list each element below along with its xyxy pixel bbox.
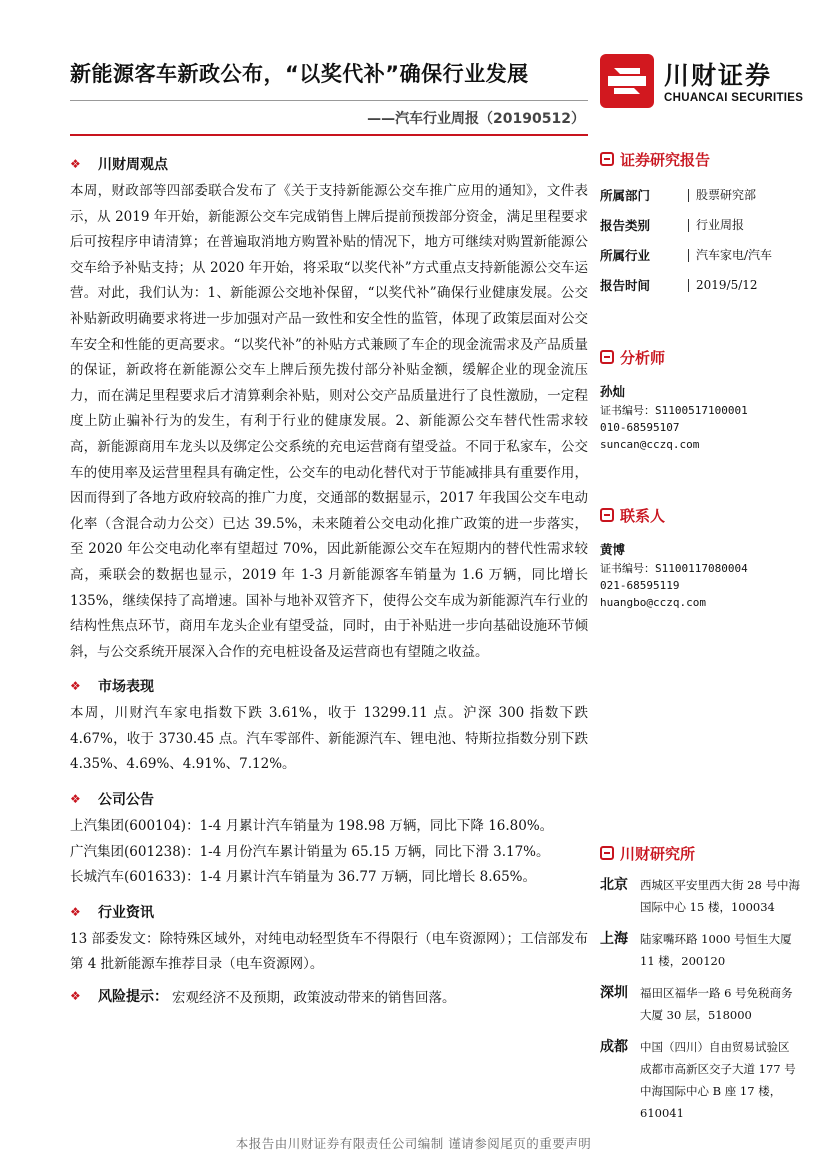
- risk-warning: [70, 986, 588, 1006]
- contact-icon: [600, 508, 614, 522]
- office-chengdu: [600, 1036, 800, 1124]
- diamond-bullet-icon: ❖: [70, 989, 81, 1004]
- risk-label: 风险提示：: [98, 989, 168, 1006]
- section-header-announcements: [70, 786, 588, 812]
- section-header-viewpoint: [70, 151, 588, 177]
- office-city: 北京: [600, 877, 628, 893]
- analyst-info: [600, 382, 800, 453]
- risk-text: 宏观经济不及预期，政策波动带来的销售回落。: [172, 990, 456, 1007]
- diamond-bullet-icon: ❖: [70, 679, 81, 694]
- company-logo: [600, 52, 804, 112]
- meta-value: 股票研究部: [688, 189, 756, 202]
- diamond-bullet-icon: ❖: [70, 792, 81, 807]
- contact-title: 联系人: [620, 506, 666, 525]
- contact-info: [600, 540, 800, 611]
- report-subtitle: ——汽车行业周报（20190512）: [367, 111, 585, 127]
- announcement-item: 长城汽车(601633)：1-4 月累计汽车销量为 36.77 万辆，同比增长 8.65%。: [70, 869, 537, 886]
- report-info-header: [600, 148, 800, 170]
- analyst-panel: [600, 346, 800, 453]
- office-address: 福田区福华一路 6 号免税商务大厦 30 层，518000: [640, 986, 793, 1022]
- main-column: [70, 145, 588, 1006]
- office-shanghai: [600, 928, 800, 972]
- contact-cert: 证书编号：S1100117080004: [600, 562, 748, 575]
- market-body: 本周，川财汽车家电指数下跌 3.61%，收于 13299.11 点。沪深 300 指数下跌 4.67%，收于 3730.45 点。汽车零部件、新能源汽车、锂电池、特斯拉指数分别下跌 4.35%、4.69%、4.91%、7.12%。: [70, 705, 588, 773]
- header-accent-rule: [70, 134, 588, 136]
- report-icon: [600, 152, 614, 166]
- meta-value: 汽车家电/汽车: [688, 249, 772, 262]
- logo-name-cn: 川财证券: [664, 61, 773, 90]
- section-title: 市场表现: [98, 679, 154, 696]
- section-title: 行业资讯: [98, 904, 154, 921]
- analyst-icon: [600, 350, 614, 364]
- meta-row-category: [600, 210, 800, 240]
- meta-label: 报告类别: [600, 218, 651, 233]
- office-beijing: [600, 874, 800, 918]
- diamond-bullet-icon: ❖: [70, 904, 81, 919]
- contact-phone: 021-68595119: [600, 579, 680, 592]
- announcement-item: 上汽集团(600104)：1-4 月累计汽车销量为 198.98 万辆，同比下降 16.80%。: [70, 818, 554, 835]
- meta-value: 2019/5/12: [688, 279, 758, 292]
- meta-row-industry: [600, 240, 800, 270]
- contact-panel: [600, 504, 800, 611]
- office-address: 中国（四川）自由贸易试验区成都市高新区交子大道 177 号中海国际中心 B 座 17 楼，610041: [640, 1040, 796, 1120]
- office-city: 上海: [600, 931, 628, 947]
- contact-email[interactable]: huangbo@cczq.com: [600, 596, 706, 609]
- section-header-news: [70, 899, 588, 925]
- institute-title: 川财研究所: [620, 844, 696, 863]
- office-shenzhen: [600, 982, 800, 1026]
- meta-value: 行业周报: [688, 219, 744, 232]
- office-address: 陆家嘴环路 1000 号恒生大厦 11 楼，200120: [640, 932, 792, 968]
- page-footer: 本报告由川财证券有限责任公司编制 谨请参阅尾页的重要声明: [235, 1136, 592, 1151]
- analyst-email[interactable]: suncan@cczq.com: [600, 438, 700, 451]
- meta-row-department: [600, 180, 800, 210]
- analyst-header: [600, 346, 800, 368]
- institute-header: [600, 842, 800, 864]
- logo-name-en: CHUANCAI SECURITIES: [664, 92, 804, 104]
- analyst-phone: 010-68595107: [600, 421, 680, 434]
- office-city: 深圳: [600, 985, 628, 1001]
- report-info-title: 证券研究报告: [620, 150, 711, 169]
- section-title: 川财周观点: [98, 157, 168, 173]
- diamond-bullet-icon: ❖: [70, 157, 81, 171]
- meta-label: 所属行业: [600, 248, 651, 263]
- contact-name: 黄博: [600, 542, 626, 557]
- meta-label: 所属部门: [600, 188, 651, 203]
- logo-mark-icon: [600, 54, 654, 108]
- analyst-cert: 证书编号：S1100517100001: [600, 404, 748, 417]
- meta-row-date: [600, 270, 800, 300]
- meta-label: 报告时间: [600, 278, 651, 293]
- office-city: 成都: [600, 1039, 628, 1055]
- announcement-list: [70, 814, 588, 891]
- section-header-market: [70, 673, 588, 699]
- viewpoint-body: 本周，财政部等四部委联合发布了《关于支持新能源公交车推广应用的通知》，文件表示，从 2019 年开始，新能源公交车完成销售上牌后提前预拨部分资金，满足里程要求后可按程序申请清算；在普遍取消地方购置补贴的情况下，地方可继续对购置新能源公交车给予补贴支持；从 2020 年开始，将采取“以奖代补”方式重点支持新能源公交车运营。对此，我们认为：1、新能源公交地补保留，“以奖代补”确保行业健康发展。公交补贴新政明确要求将进一步加强对产品一致性和安全性的监管，体现了政策层面对公交车安全和性能的更高要求。“以奖代补”的补贴方式兼顾了车企的现金流需求及产品质量的保证，新政将在新能源公交车上牌后预先拨付部分补贴金额，缓解企业的现金流压力，而在满足里程要求后才清算剩余补贴，则对公交产品质量进行了良性激励，一定程度上防止骗补行为的发生，有利于行业的健康发展。2、新能源公交车替代性需求较高，新能源商用车龙头以及绑定公交系统的充电运营商有望受益。不同于私家车，公交车的使用率及运营里程具有确定性，公交车的电动化替代对于节能减排具有重要作用，因而得到了各地方政府较高的推广力度，交通部的数据显示，2017 年我国公交车电动化率（含混合动力公交）已达 39.5%，未来随着公交电动化推广政策的进一步落实，至 2020 年公交电动化率有望超过 70%，因此新能源公交车在短期内的替代性需求较高，乘联会的数据也显示，2019 年 1-3 月新能源客车销量为 1.6 万辆，同比增长 135%，继续保持了高增速。国补与地补双管齐下，使得公交车成为新能源汽车行业的结构性焦点环节，商用车龙头企业有望受益，同时，由于补贴进一步向基础设施环节倾斜，与公交系统开展深入合作的充电桩设备及运营商也有望随之收益。: [70, 183, 588, 660]
- contact-header: [600, 504, 800, 526]
- institute-panel: [600, 842, 800, 1124]
- section-title: 公司公告: [98, 792, 154, 809]
- header-divider: [70, 100, 588, 101]
- report-info-panel: [600, 148, 800, 300]
- institute-icon: [600, 846, 614, 860]
- analyst-title: 分析师: [620, 348, 666, 367]
- news-body: 13 部委发文：除特殊区域外，对纯电动轻型货车不得限行（电车资源网）；工信部发布第 4 批新能源车推荐目录（电车资源网）。: [70, 930, 588, 973]
- announcement-item: 广汽集团(601238)：1-4 月份汽车累计销量为 65.15 万辆，同比下滑 3.17%。: [70, 843, 550, 860]
- analyst-name: 孙灿: [600, 384, 626, 399]
- report-title: 新能源客车新政公布，“以奖代补”确保行业发展: [70, 62, 529, 86]
- office-address: 西城区平安里西大街 28 号中海国际中心 15 楼，100034: [640, 878, 800, 914]
